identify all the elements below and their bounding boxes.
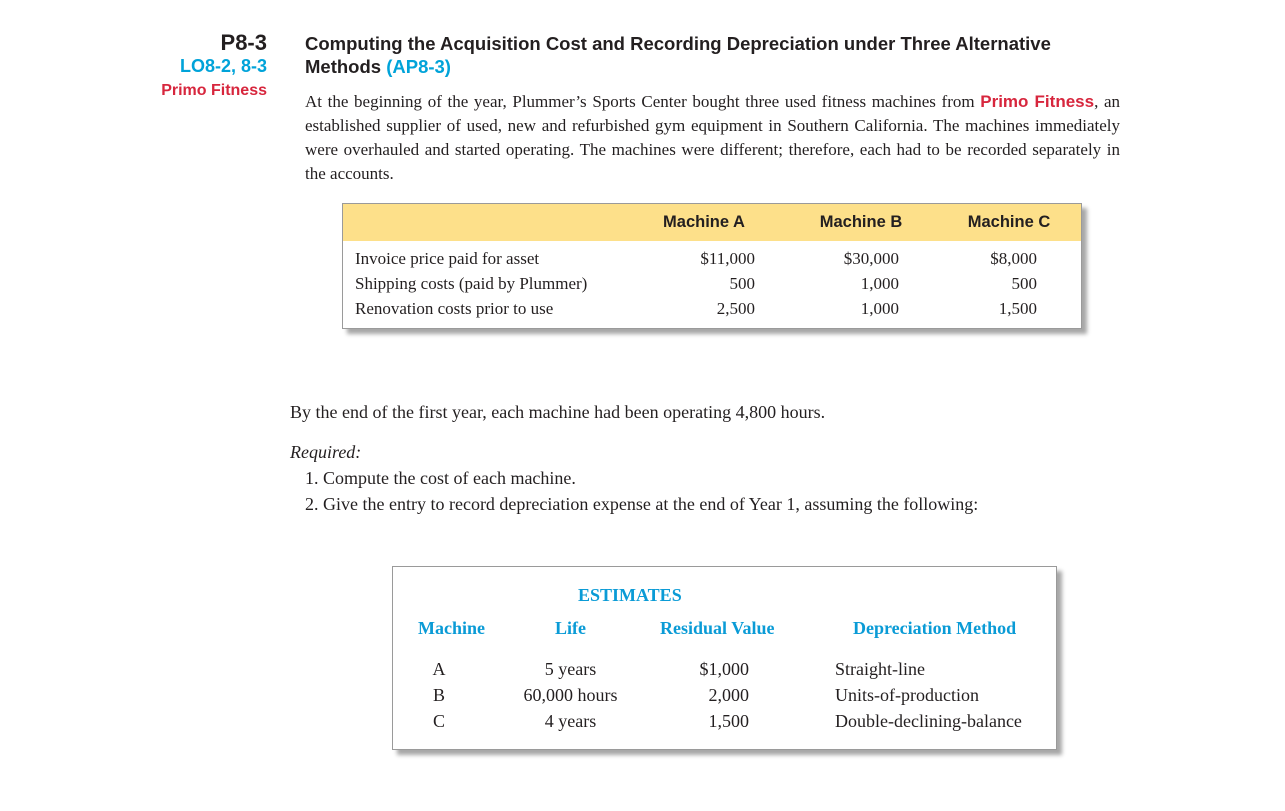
- est-col-life: Life: [555, 618, 586, 638]
- intro-text-1: At the beginning of the year, Plummer’s Sports Center bought three used fitness machines from: [305, 92, 975, 111]
- intro-paragraph: [305, 90, 1120, 186]
- est-col-method: Depreciation Method: [853, 618, 1017, 638]
- cost-cell: 1,000: [860, 299, 899, 318]
- estimates-heading: ESTIMATES: [578, 585, 682, 605]
- est-cell-method: Straight-line: [835, 659, 925, 679]
- company-tag: Primo Fitness: [161, 82, 267, 99]
- cost-row-label-renovation: Renovation costs prior to use: [355, 299, 554, 318]
- cost-cell: $11,000: [700, 249, 755, 268]
- cost-cell: 500: [729, 274, 755, 293]
- cost-cell: $8,000: [990, 249, 1037, 268]
- alt-problem-ref: (AP8-3): [386, 56, 451, 77]
- cost-col-machine-b: Machine B: [819, 213, 903, 231]
- est-col-residual: Residual Value: [660, 618, 775, 638]
- est-cell-method: Double-declining-balance: [835, 711, 1022, 731]
- problem-title-text: Computing the Acquisition Cost and Recording Depreciation under Three Alternative Methods: [305, 33, 1051, 77]
- cost-col-machine-a: Machine A: [663, 213, 745, 231]
- est-cell-residual: $1,000: [699, 659, 749, 679]
- cost-cell: 1,500: [998, 299, 1037, 318]
- required-item-1: 1. Compute the cost of each machine.: [305, 468, 576, 488]
- est-cell-machine: C: [432, 711, 445, 731]
- cost-cell: 500: [1011, 274, 1037, 293]
- cost-table-header: [343, 204, 1081, 241]
- required-item-2: 2. Give the entry to record depreciation expense at the end of Year 1, assuming the following:: [305, 494, 979, 514]
- cost-col-machine-c: Machine C: [967, 213, 1051, 231]
- intro-text-2: , an established supplier of used, new and refurbished gym equipment in Southern California. The machines immediately were overhauled and started operating. The machines were different; therefore, each had to be recorded separately in the accounts.: [305, 92, 1121, 183]
- est-cell-life: 60,000 hours: [523, 685, 618, 705]
- end-of-year-text: By the end of the first year, each machine had been operating 4,800 hours.: [290, 402, 826, 422]
- cost-cell: 2,500: [716, 299, 755, 318]
- est-cell-machine: A: [432, 659, 446, 679]
- estimates-table: [392, 566, 1057, 750]
- est-cell-life: 4 years: [544, 711, 597, 731]
- est-cell-life: 5 years: [544, 659, 597, 679]
- cost-row-label-shipping: Shipping costs (paid by Plummer): [355, 274, 588, 293]
- cost-row-label-invoice: Invoice price paid for asset: [355, 249, 540, 268]
- problem-title: [305, 32, 1125, 78]
- est-cell-residual: 2,000: [708, 685, 749, 705]
- est-cell-method: Units-of-production: [835, 685, 979, 705]
- required-label: Required:: [290, 442, 362, 462]
- intro-brand: Primo Fitness: [980, 92, 1095, 111]
- est-col-machine: Machine: [418, 618, 485, 638]
- cost-cell: $30,000: [843, 249, 899, 268]
- est-cell-residual: 1,500: [708, 711, 749, 731]
- cost-table: [342, 203, 1082, 329]
- est-cell-machine: B: [432, 685, 445, 705]
- cost-cell: 1,000: [860, 274, 899, 293]
- problem-number: P8-3: [220, 30, 267, 55]
- learning-objectives: LO8-2, 8-3: [179, 56, 267, 76]
